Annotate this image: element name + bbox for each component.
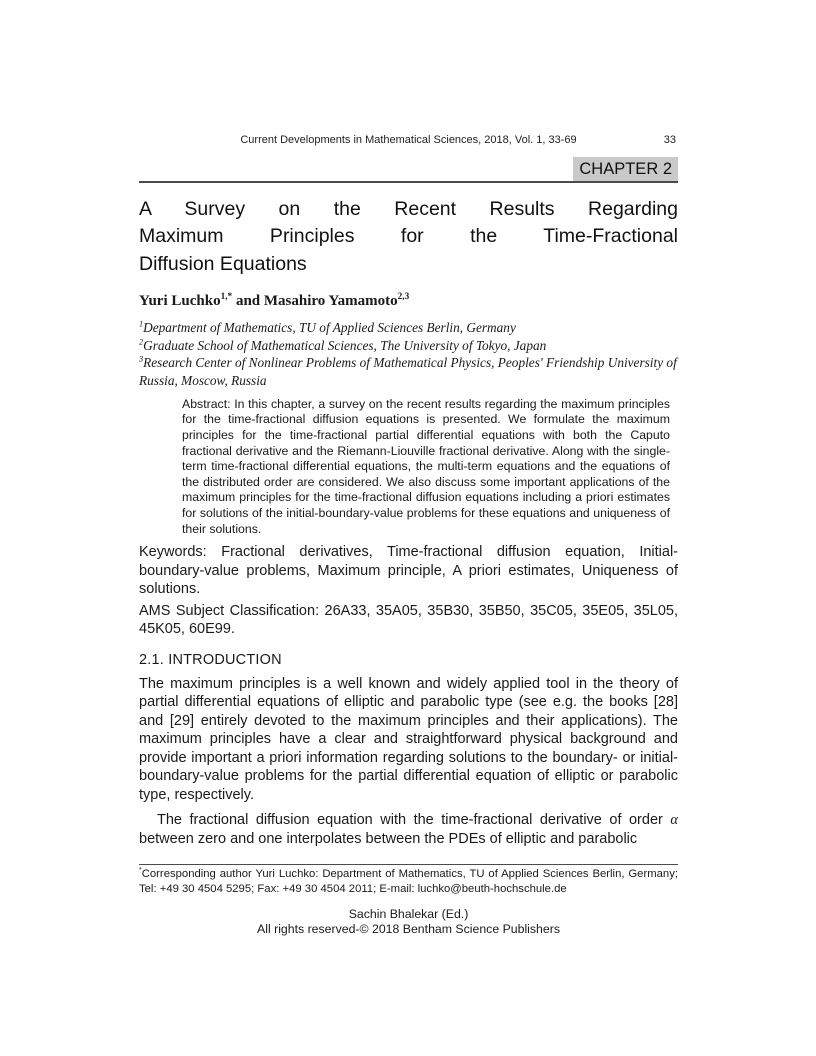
running-header — [139, 134, 678, 147]
author-2-superscript: 2,3 — [397, 292, 410, 302]
abstract-text: In this chapter, a survey on the recent results regarding the maximum principles for the time-fractional diffusion equations is presented. We formulate the maximum principles for the time-fractional partial differential equations with both the Caputo fractional derivative and the Riemann-Liouville fractional derivative. Along with the single-term time-fractional differential equations, the multi-term equations and the equations of the distributed order are considered. We also discuss some important applications of the maximum principles for the time-fractional diffusion equations including a priori estimates for solutions of the initial-boundary-value problems for these equations and uniqueness of their solutions. — [182, 396, 670, 536]
keywords-text: Fractional derivatives, Time-fractional diffusion equation, Initial-boundary-value problems, Maximum principle, A priori estimates, Uniqueness of solutions. — [139, 544, 678, 598]
abstract-block — [182, 397, 670, 537]
abstract-label: Abstract: — [182, 396, 231, 411]
authors-connector: and — [232, 293, 264, 309]
page-number: 33 — [663, 134, 676, 146]
ams-classification-paragraph — [139, 602, 678, 639]
affiliation-3 — [139, 354, 678, 389]
ams-text: 26A33, 35A05, 35B30, 35B50, 35C05, 35E05, 35L05, 45K05, 60E99. — [139, 602, 679, 638]
affiliations — [139, 319, 678, 390]
imprint — [139, 907, 678, 936]
page-content — [139, 0, 678, 936]
affiliation-1 — [139, 319, 678, 337]
chapter-badge: CHAPTER 2 — [573, 157, 678, 181]
title-line-3: Diffusion Equations — [139, 252, 307, 275]
title-line-2: Maximum Principles for the Time-Fractional — [139, 225, 678, 247]
footnote-marker: * — [139, 867, 142, 875]
affiliation-2-superscript: 2 — [139, 337, 144, 347]
section-heading-introduction: 2.1. INTRODUCTION — [139, 651, 282, 668]
author-1-superscript: 1,* — [220, 292, 233, 302]
corresponding-author-footnote — [139, 867, 678, 896]
affiliation-3-superscript: 3 — [139, 354, 144, 364]
affiliation-2-text: Graduate School of Mathematical Sciences, The University of Tokyo, Japan — [143, 337, 547, 353]
header-rule — [139, 181, 678, 183]
affiliation-2 — [139, 337, 678, 355]
affiliation-3-text: Research Center of Nonlinear Problems of Mathematical Physics, Peoples' Friendship University of Russia, Moscow, Russia — [139, 355, 677, 389]
ams-label: AMS Subject Classification: — [139, 602, 320, 619]
intro-paragraph-1: The maximum principles is a well known and widely applied tool in the theory of partial differential equations of elliptic and parabolic type (see e.g. the books [28] and [29] entirely devoted to the maximum principles and their applications). The maximum principles have a clear and straightforward physical background and provide important a priori information regarding solutions to the boundary- or initial-boundary-value problems for the partial differential equation of elliptic or parabolic type, respectively. — [139, 675, 678, 803]
chapter-title — [139, 196, 678, 279]
footnote-text: Corresponding author Yuri Luchko: Department of Mathematics, TU of Applied Sciences Berlin, Germany; Tel: +49 30 4504 5295; Fax: +49 30 4504 2011; E-mail: luchko@beuth-hochschule.de — [139, 868, 678, 895]
title-line-1: A Survey on the Recent Results Regarding — [139, 197, 678, 220]
footnote-rule — [139, 864, 678, 865]
alpha-symbol: α — [670, 812, 678, 829]
author-name-1: Yuri Luchko — [139, 293, 221, 309]
author-name-2: Masahiro Yamamoto — [263, 293, 398, 309]
journal-title: Current Developments in Mathematical Sciences, 2018, Vol. 1, 33-69 — [240, 134, 577, 146]
intro-paragraph-2-text-1: The fractional diffusion equation with the time-fractional derivative of order — [157, 812, 671, 829]
authors-line — [139, 292, 678, 311]
affiliation-1-superscript: 1 — [139, 319, 144, 329]
affiliation-1-text: Department of Mathematics, TU of Applied Sciences Berlin, Germany — [143, 320, 516, 335]
imprint-editor: Sachin Bhalekar (Ed.) — [348, 907, 469, 922]
intro-paragraph-2 — [139, 811, 678, 848]
imprint-rights: All rights reserved-© 2018 Bentham Science Publishers — [257, 921, 560, 936]
chapter-badge-row — [139, 157, 678, 181]
intro-paragraph-2-text-2: between zero and one interpolates between the PDEs of elliptic and parabolic — [139, 830, 638, 847]
keywords-paragraph — [139, 543, 678, 599]
keywords-label: Keywords: — [139, 544, 207, 561]
